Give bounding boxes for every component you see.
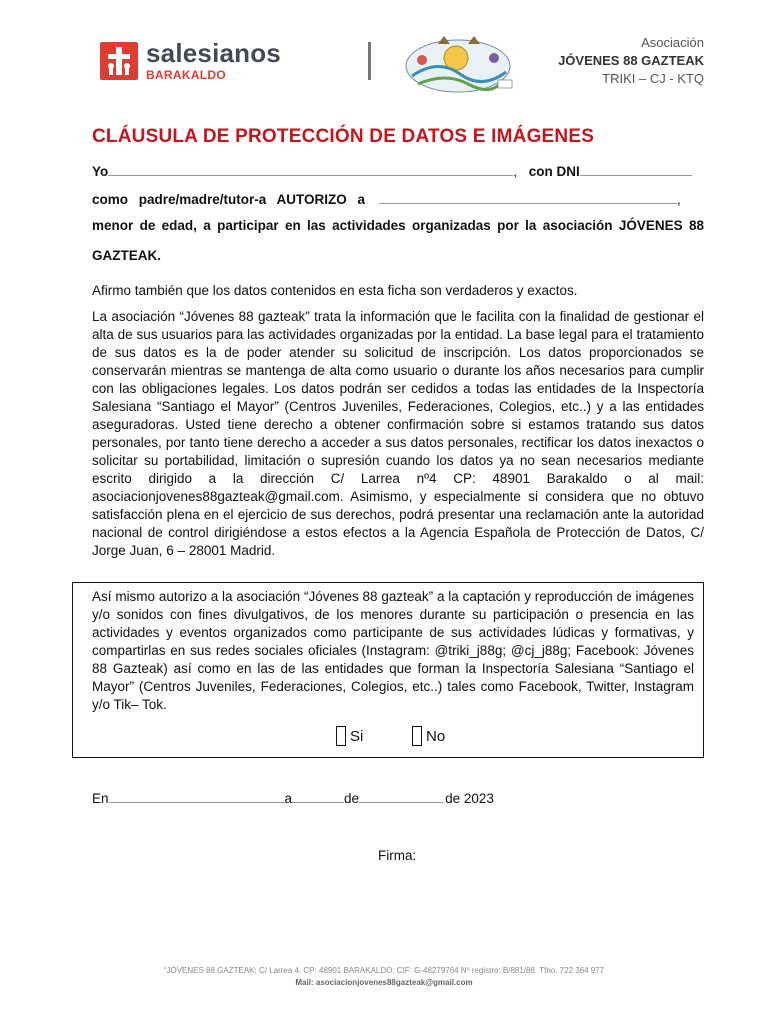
footer-address: “JÓVENES 88 GAZTEAK; C/ Larrea 4. CP: 48901 BARAKALDO. CIF: G-48279764 Nº registro: B/881/88. Tfno. 722 364 977 — [163, 966, 605, 975]
image-consent-text: Así mismo autorizo a la asociación “Jóvenes 88 gazteak” a la captación y reproducción de imágenes y/o sonidos con fines divulgativos, de los menores durante su participación o presencia en las actividades y eventos organizados como participante de sus actividades lúdicas y formativas, y compartirlas en sus redes sociales oficiales (Instagram: @triki_j88g; @cj_j88g; Facebook: Jóvenes 88 Gazteak) así como en las de las entidades que forman la Inspectoría Salesiana “Santiago el Mayor” (Centros Juveniles, Federaciones, Colegios, etc..) tales como Facebook, Twitter, Instagram y/o Tik– Tok. — [92, 589, 694, 712]
header-divider — [368, 42, 371, 80]
date-de-label: de — [344, 791, 360, 806]
association-header-info — [558, 34, 704, 88]
dni-label: con DNI — [528, 164, 580, 179]
page-title: CLÁUSULA DE PROTECCIÓN DE DATOS E IMÁGENES — [92, 126, 595, 147]
signature-label: Firma: — [378, 848, 417, 863]
data-protection-paragraph: La asociación “Jóvenes 88 gazteak” trata la información que le facilita con la finalidad de gestionar el alta de sus usuarios para las actividades organizadas por la entidad. La base legal para el tratamiento de sus datos es la de poder atender su solicitud de inscripción. Los datos proporcionados se conservarán mientras se mantenga de alta como usuario o durante los años necesarios para cumplir con las obligaciones legales. Los datos podrán ser cedidos a todas las entidades de la Inspectoría Salesiana “Santiago el Mayor” (Centros Juveniles, Federaciones, Colegios, etc..) y a las entidades aseguradoras. Usted tiene derecho a obtener confirmación sobre si estamos tratando sus datos personales, por tanto tiene derecho a acceder a sus datos personales, rectificar los datos inexactos o solicitar su portabilidad, limitación o supresión cuando los datos ya no sean necesarios mediante escrito dirigido a la dirección C/ Larrea nº4 CP: 48901 Barakaldo o al mail: asociacionjovenes88gazteak@gmail.com. Asimismo, y especialmente si considera que no obtuvo satisfacción plena en el ejercicio de sus derechos, podrá presentar una reclamación ante la autoridad nacional de control dirigiéndose a estos efectos a la Agencia Española de Protección de Datos, C/ Jorge Juan, 6 – 28001 Madrid. — [92, 309, 704, 558]
minor-statement: menor de edad, a participar en las actividades organizadas por la asociación JÓVENES 88 GAZTEAK. — [92, 218, 704, 263]
consent-no-option[interactable] — [412, 726, 445, 746]
month-field[interactable] — [359, 790, 443, 803]
place-field[interactable] — [109, 790, 285, 803]
dni-field[interactable] — [580, 163, 692, 176]
consent-yes-checkbox[interactable] — [336, 726, 346, 746]
consent-no-checkbox[interactable] — [412, 726, 422, 746]
truthfulness-statement: Afirmo también que los datos contenidos en esta ficha son verdaderos y exactos. — [92, 283, 578, 298]
autorizo-label: como padre/madre/tutor-a AUTORIZO a — [92, 192, 366, 207]
name-field[interactable] — [108, 163, 513, 176]
salesianos-logo — [100, 40, 281, 81]
salesianos-cross-icon — [100, 42, 138, 80]
assoc-name: JÓVENES 88 GAZTEAK — [558, 53, 704, 68]
year-label: de 2023 — [445, 791, 494, 806]
consent-yes-option[interactable] — [336, 726, 363, 746]
form-row-yo: Yo , con DNI — [92, 163, 704, 179]
date-en-label: En — [92, 791, 109, 806]
yo-label: Yo — [92, 164, 109, 179]
form-row-autorizo: como padre/madre/tutor-a AUTORIZO a , — [92, 192, 681, 207]
assoc-label: Asociación — [641, 35, 704, 50]
logo-brand-text: salesianos — [146, 38, 281, 68]
footer-mail: Mail: asociacionjovenes88gazteak@gmail.com — [295, 978, 473, 987]
association-logo-image — [398, 28, 520, 98]
date-row — [92, 790, 494, 806]
logo-sub-text: BARAKALDO — [146, 68, 227, 82]
day-field[interactable] — [292, 790, 344, 803]
assoc-groups: TRIKI – CJ - KTQ — [602, 71, 704, 86]
consent-no-label: No — [426, 727, 446, 745]
date-a-label: a — [284, 791, 293, 806]
minor-name-field[interactable] — [379, 191, 677, 204]
consent-yes-label: Si — [350, 727, 364, 745]
